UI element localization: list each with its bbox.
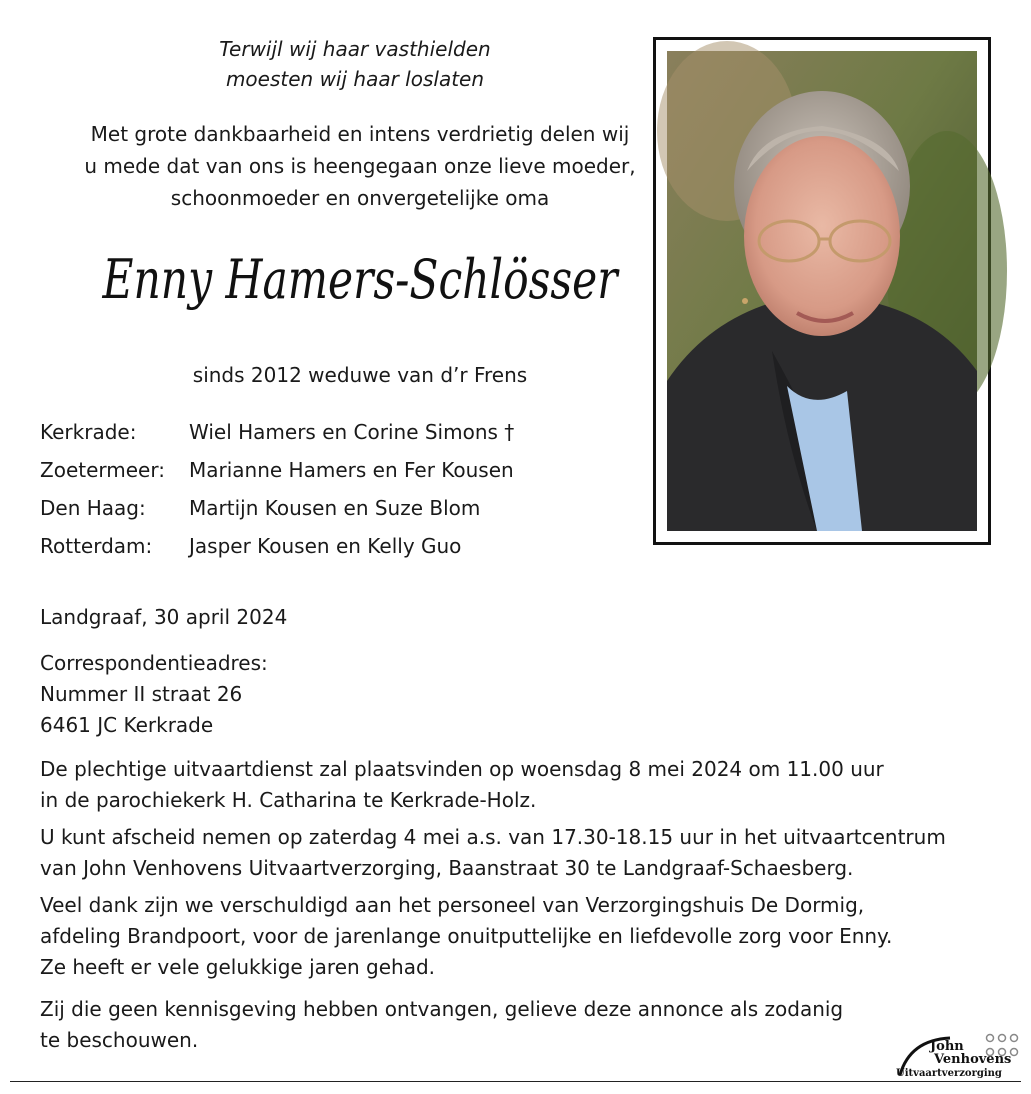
thanks-line-2: afdeling Brandpoort, voor de jarenlange onuitputtelijke en liefdevolle zorg voor Enny. (40, 924, 893, 948)
service-line-2: in de parochiekerk H. Catharina te Kerkrade-Holz. (40, 788, 537, 812)
frame-bottom-line (10, 1081, 1021, 1082)
family-row (40, 496, 600, 534)
correspondence-street: Nummer II straat 26 (40, 682, 243, 706)
family-place: Kerkrade: (40, 420, 137, 444)
intro-text (50, 118, 670, 214)
intro-line-3: schoonmoeder en onvergetelijke oma (170, 186, 550, 210)
portrait-image (667, 51, 977, 531)
notice-paragraph (40, 994, 843, 1056)
farewell-line-2: van John Venhovens Uitvaartverzorging, Baanstraat 30 te Landgraaf-Schaesberg. (40, 856, 854, 880)
funeral-director-logo (890, 1030, 1022, 1080)
notice-line-1: Zij die geen kennisgeving hebben ontvangen, gelieve deze annonce als zodanig (40, 997, 844, 1021)
portrait-photo (667, 51, 977, 531)
intro-line-1: Met grote dankbaarheid en intens verdrietig delen wij (90, 122, 630, 146)
family-place: Zoetermeer: (40, 458, 165, 482)
deceased-name-signature (90, 220, 630, 330)
correspondence-block (40, 648, 268, 741)
family-names: Jasper Kousen en Kelly Guo (189, 534, 462, 558)
family-names: Marianne Hamers en Fer Kousen (189, 458, 514, 482)
farewell-line-1: U kunt afscheid nemen op zaterdag 4 mei a.s. van 17.30-18.15 uur in het uitvaartcentrum (40, 825, 946, 849)
family-place: Den Haag: (40, 496, 146, 520)
place-date: Landgraaf, 30 april 2024 (40, 605, 288, 629)
correspondence-city: 6461 JC Kerkrade (40, 713, 214, 737)
logo-line-1: John (930, 1039, 964, 1054)
motto (120, 34, 590, 94)
family-place: Rotterdam: (40, 534, 153, 558)
service-paragraph (40, 754, 884, 816)
correspondence-label: Correspondentieadres: (40, 651, 268, 675)
motto-line-2: moesten wij haar loslaten (225, 67, 485, 91)
family-names: Martijn Kousen en Suze Blom (189, 496, 481, 520)
family-names: Wiel Hamers en Corine Simons † (189, 420, 515, 444)
service-line-1: De plechtige uitvaartdienst zal plaatsvinden op woensdag 8 mei 2024 om 11.00 uur (40, 757, 884, 781)
widow-line: sinds 2012 weduwe van d’r Frens (192, 363, 528, 387)
thanks-line-1: Veel dank zijn we verschuldigd aan het personeel van Verzorgingshuis De Dormig, (40, 893, 865, 917)
portrait-frame (653, 37, 991, 545)
notice-line-2: te beschouwen. (40, 1028, 199, 1052)
family-row (40, 458, 600, 496)
family-row (40, 534, 600, 572)
logo-line-3: Uitvaartverzorging (896, 1068, 1002, 1079)
thanks-line-3: Ze heeft er vele gelukkige jaren gehad. (40, 955, 436, 979)
motto-line-1: Terwijl wij haar vasthielden (219, 37, 491, 61)
intro-line-2: u mede dat van ons is heengegaan onze lieve moeder, (84, 154, 636, 178)
deceased-name: Enny Hamers-Schlösser (101, 248, 621, 311)
logo-line-2: Venhovens (934, 1052, 1012, 1067)
family-row (40, 420, 600, 458)
thanks-paragraph (40, 890, 892, 983)
farewell-paragraph (40, 822, 946, 884)
